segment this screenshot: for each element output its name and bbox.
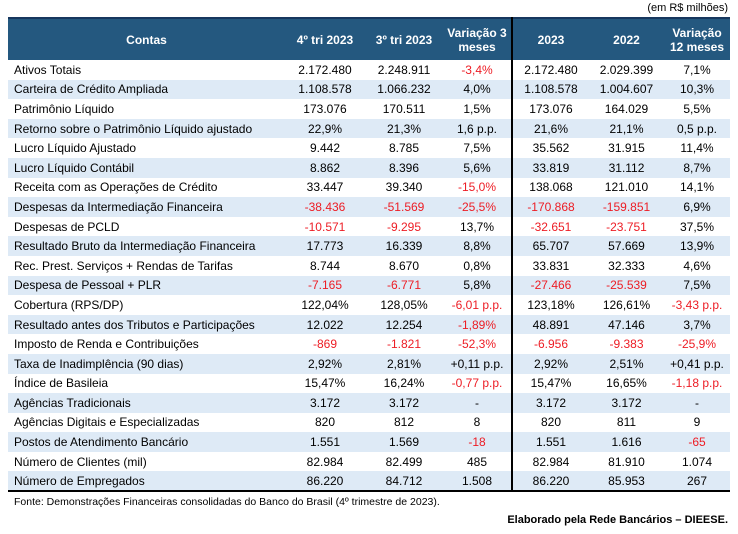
value-cell: 21,3% — [365, 119, 443, 139]
value-cell: -9.295 — [386, 219, 422, 234]
value-cell: -32.651 — [512, 217, 589, 237]
value-cell: -52,3% — [457, 337, 497, 352]
value-cell: 48.891 — [512, 315, 589, 335]
header-row — [8, 18, 730, 60]
table-row — [8, 236, 730, 256]
value-cell: 81.910 — [608, 454, 645, 469]
value-cell: -1.821 — [386, 337, 422, 352]
value-cell: 9 — [693, 415, 701, 430]
value-cell: 33.831 — [512, 256, 589, 276]
value-cell: 4,0% — [443, 80, 512, 100]
value-cell: 485 — [466, 454, 488, 469]
value-cell: 13,7% — [459, 219, 495, 234]
value-cell: 123,18% — [512, 295, 589, 315]
value-cell: 2,92% — [512, 354, 589, 374]
value-cell: 170.511 — [382, 101, 426, 116]
value-cell: 15,47% — [512, 374, 589, 394]
value-cell: -38.436 — [285, 197, 365, 217]
value-cell: 2,51% — [589, 354, 664, 374]
value-cell: 128,05% — [380, 297, 428, 312]
value-cell: 13,9% — [664, 236, 730, 256]
table-row — [8, 295, 730, 315]
value-cell: 5,6% — [443, 158, 512, 178]
value-cell: 812 — [393, 415, 415, 430]
value-cell: +0,11 p.p. — [443, 354, 512, 374]
value-cell: 16.339 — [365, 236, 443, 256]
value-cell: 1.551 — [512, 432, 589, 452]
table-row — [8, 60, 730, 80]
value-cell: 39.340 — [385, 180, 423, 195]
row-label: Índice de Basileia — [14, 376, 109, 391]
value-cell: 17.773 — [285, 236, 365, 256]
row-label: Imposto de Renda e Contribuições — [14, 337, 199, 352]
column-header: 2022 — [589, 18, 664, 60]
row-label: Retorno sobre o Patrimônio Líquido ajustado — [8, 119, 285, 139]
value-cell: 22,9% — [285, 119, 365, 139]
value-cell: -170.868 — [512, 197, 589, 217]
value-cell: 820 — [512, 413, 589, 433]
value-cell: 5,5% — [683, 101, 711, 116]
value-cell: -25,9% — [677, 337, 717, 352]
value-cell: 8.396 — [365, 158, 443, 178]
value-cell: 3.172 — [512, 393, 589, 413]
value-cell: -18 — [443, 432, 512, 452]
value-cell: 7,5% — [463, 141, 491, 156]
row-label: Resultado Bruto da Intermediação Financeira — [8, 236, 285, 256]
table-row — [8, 99, 730, 119]
value-cell: -3,43 p.p. — [671, 297, 723, 312]
value-cell: -51.569 — [365, 197, 443, 217]
column-header: Contas — [8, 18, 285, 60]
value-cell: 84.712 — [365, 471, 443, 491]
value-cell: 86.220 — [285, 471, 365, 491]
value-cell: -3,4% — [461, 62, 493, 77]
column-header: Variação 3 meses — [443, 18, 512, 60]
value-cell: 1.616 — [589, 432, 664, 452]
value-cell: 122,04% — [301, 297, 349, 312]
value-cell: 82.984 — [306, 454, 344, 469]
value-cell: 33.819 — [512, 158, 589, 178]
source-note: Fonte: Demonstrações Financeiras consolidadas do Banco do Brasil (4º trimestre de 2023). — [14, 496, 440, 509]
row-label: Despesas de PCLD — [14, 219, 120, 234]
value-cell: 16,65% — [606, 376, 647, 391]
value-cell: 10,3% — [664, 80, 730, 100]
table-row — [8, 315, 730, 335]
row-label: Ativos Totais — [14, 62, 82, 77]
table-row — [8, 256, 730, 276]
value-cell: 8.785 — [388, 141, 420, 156]
value-cell: 1,6 p.p. — [443, 119, 512, 139]
value-cell: -10.571 — [304, 219, 346, 234]
value-cell: 82.499 — [385, 454, 423, 469]
value-cell: -27.466 — [512, 276, 589, 296]
value-cell: 65.707 — [512, 236, 589, 256]
row-label: Patrimônio Líquido — [14, 101, 115, 116]
value-cell: 15,47% — [304, 376, 346, 391]
value-cell: 31.112 — [589, 158, 664, 178]
value-cell: 0,8% — [463, 258, 491, 273]
value-cell: 32.333 — [608, 258, 645, 273]
value-cell: 1.004.607 — [589, 80, 664, 100]
column-header: Variação 12 meses — [664, 18, 730, 60]
value-cell: 7,1% — [683, 62, 711, 77]
value-cell: -6,01 p.p. — [451, 297, 503, 312]
row-label: Agências Tradicionais — [8, 393, 285, 413]
value-cell: -159.851 — [589, 197, 664, 217]
table-row — [8, 374, 730, 394]
value-cell: 6,9% — [664, 197, 730, 217]
value-cell: 0,5 p.p. — [664, 119, 730, 139]
row-label: Número de Clientes (mil) — [14, 454, 147, 469]
value-cell: 9.442 — [309, 141, 341, 156]
value-cell: 2.248.911 — [377, 62, 431, 77]
value-cell: 121.010 — [604, 180, 649, 195]
column-header: 4º tri 2023 — [285, 18, 365, 60]
value-cell: -25,5% — [443, 197, 512, 217]
value-cell: 8 — [473, 415, 481, 430]
value-cell: 2,92% — [285, 354, 365, 374]
column-header: 3º tri 2023 — [365, 18, 443, 60]
row-label: Rec. Prest. Serviços + Rendas de Tarifas — [14, 258, 233, 273]
value-cell: 138.068 — [512, 178, 589, 198]
value-cell: 164.029 — [604, 101, 649, 116]
value-cell: 1.551 — [285, 432, 365, 452]
row-label: Resultado antes dos Tributos e Participações — [8, 315, 285, 335]
table-row — [8, 354, 730, 374]
value-cell: 21,6% — [512, 119, 589, 139]
value-cell: 267 — [664, 471, 730, 491]
value-cell: 86.220 — [512, 471, 589, 491]
value-cell: 3,7% — [664, 315, 730, 335]
row-label: Agências Digitais e Especializadas — [14, 415, 200, 430]
value-cell: 7,5% — [664, 276, 730, 296]
value-cell: 35.562 — [512, 138, 589, 158]
value-cell: -1,18 p.p. — [671, 376, 723, 391]
table-row — [8, 276, 730, 296]
value-cell: 37,5% — [679, 219, 715, 234]
value-cell: 2,81% — [365, 354, 443, 374]
table-row — [8, 217, 730, 237]
value-cell: 12.254 — [365, 315, 443, 335]
value-cell: 85.953 — [589, 471, 664, 491]
value-cell: -7.165 — [285, 276, 365, 296]
value-cell: 47.146 — [589, 315, 664, 335]
value-cell: 173.076 — [512, 99, 589, 119]
row-label: Cobertura (RPS/DP) — [14, 297, 124, 312]
value-cell: -1,89% — [443, 315, 512, 335]
value-cell: 21,1% — [589, 119, 664, 139]
row-label: Postos de Atendimento Bancário — [8, 432, 285, 452]
value-cell: 31.915 — [608, 141, 645, 156]
value-cell: -6.771 — [365, 276, 443, 296]
value-cell: -25.539 — [589, 276, 664, 296]
value-cell: -65 — [664, 432, 730, 452]
row-label: Número de Empregados — [8, 471, 285, 491]
value-cell: 3.172 — [589, 393, 664, 413]
value-cell: +0,41 p.p. — [664, 354, 730, 374]
value-cell: 3.172 — [365, 393, 443, 413]
value-cell: 8,7% — [664, 158, 730, 178]
value-cell: 2.029.399 — [599, 62, 654, 77]
table-row — [8, 471, 730, 491]
table-row — [8, 413, 730, 433]
value-cell: 1.108.578 — [285, 80, 365, 100]
value-cell: 8,8% — [443, 236, 512, 256]
value-cell: -0,77 p.p. — [451, 376, 503, 391]
unit-note: (em R$ milhões) — [647, 2, 728, 14]
value-cell: 4,6% — [683, 258, 711, 273]
table-row — [8, 119, 730, 139]
value-cell: 1.508 — [443, 471, 512, 491]
value-cell: 11,4% — [680, 141, 714, 156]
row-label: Lucro Líquido Ajustado — [14, 141, 137, 156]
table-row — [8, 452, 730, 472]
value-cell: 3.172 — [285, 393, 365, 413]
value-cell: 2.172.480 — [298, 62, 352, 77]
row-label: Despesas da Intermediação Financeira — [8, 197, 285, 217]
value-cell: 5,8% — [443, 276, 512, 296]
value-cell: -15,0% — [457, 180, 497, 195]
table-row — [8, 432, 730, 452]
credit-note: Elaborado pela Rede Bancários – DIEESE. — [507, 514, 728, 527]
value-cell: 1,5% — [463, 101, 491, 116]
value-cell: 126,61% — [602, 297, 651, 312]
table-row — [8, 178, 730, 198]
table-row — [8, 138, 730, 158]
value-cell: 1.074 — [681, 454, 713, 469]
value-cell: 82.984 — [512, 452, 589, 472]
value-cell: - — [443, 393, 512, 413]
column-header: 2023 — [512, 18, 589, 60]
value-cell: 1.569 — [365, 432, 443, 452]
value-cell: 33.447 — [306, 180, 344, 195]
value-cell: 1.108.578 — [512, 80, 589, 100]
table-row — [8, 80, 730, 100]
table-row — [8, 334, 730, 354]
value-cell: -23.751 — [606, 219, 647, 234]
row-label: Lucro Líquido Contábil — [8, 158, 285, 178]
table-row — [8, 158, 730, 178]
value-cell: 820 — [314, 415, 336, 430]
value-cell: -6.956 — [512, 334, 589, 354]
table-row — [8, 393, 730, 413]
value-cell: 12.022 — [285, 315, 365, 335]
value-cell: 2.172.480 — [512, 60, 589, 80]
value-cell: 8.744 — [309, 258, 341, 273]
row-label: Carteira de Crédito Ampliada — [8, 80, 285, 100]
value-cell: 1.066.232 — [365, 80, 443, 100]
value-cell: - — [664, 393, 730, 413]
value-cell: 173.076 — [303, 101, 347, 116]
row-label: Receita com as Operações de Crédito — [14, 180, 218, 195]
row-label: Taxa de Inadimplência (90 dias) — [8, 354, 285, 374]
table-row — [8, 197, 730, 217]
value-cell: -869 — [312, 337, 338, 352]
value-cell: 811 — [616, 415, 637, 430]
value-cell: -9.383 — [609, 337, 644, 352]
row-label: Despesa de Pessoal + PLR — [8, 276, 285, 296]
value-cell: 14,1% — [679, 180, 715, 195]
financial-table — [8, 17, 730, 492]
value-cell: 57.669 — [589, 236, 664, 256]
table-body — [8, 60, 730, 491]
value-cell: 8.670 — [388, 258, 420, 273]
value-cell: 8.862 — [285, 158, 365, 178]
value-cell: 16,24% — [383, 376, 425, 391]
